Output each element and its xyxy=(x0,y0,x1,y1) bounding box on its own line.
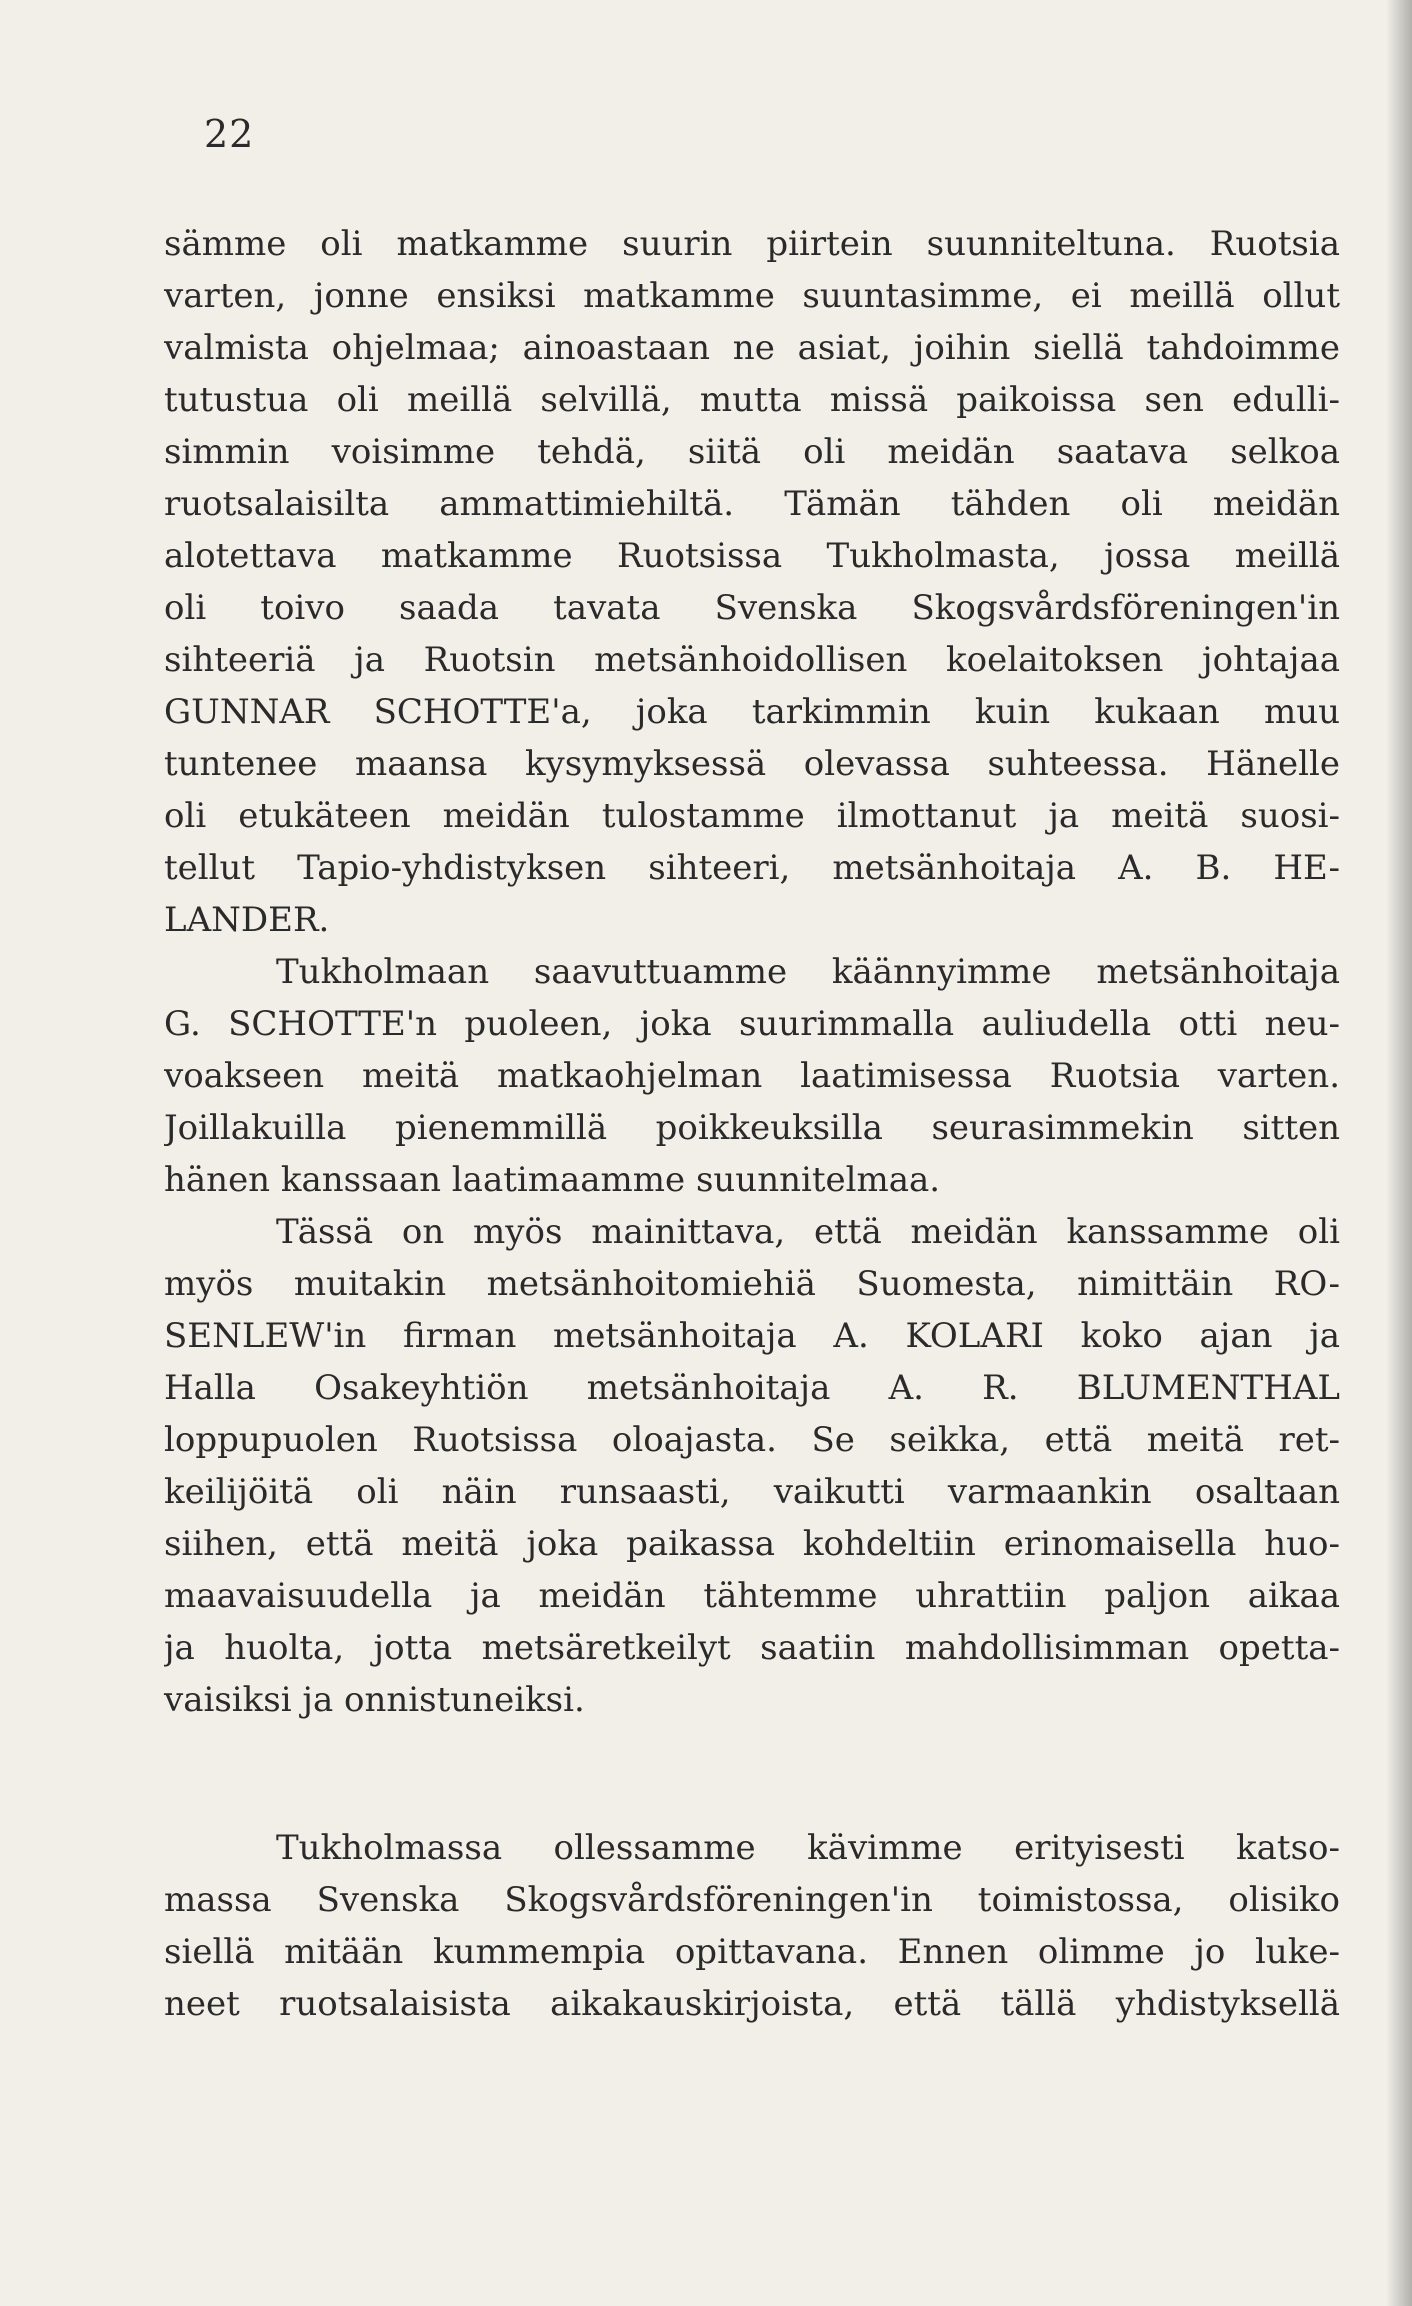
text-line: tutustua oli meillä selvillä, mutta missä paikoissa sen edulli- xyxy=(164,380,1340,420)
text-line: sihteeriä ja Ruotsin metsänhoidollisen koelaitoksen johtajaa xyxy=(164,640,1340,680)
text-line: tellut Tapio-yhdistyksen sihteeri, metsänhoitaja A. B. HE- xyxy=(164,848,1340,888)
text-line: oli toivo saada tavata Svenska Skogsvårdsföreningen'in xyxy=(164,588,1340,628)
text-line: hänen kanssaan laatimaamme suunnitelmaa. xyxy=(164,1160,941,1200)
text-line: alotettava matkamme Ruotsissa Tukholmasta, jossa meillä xyxy=(164,536,1340,576)
text-line: G. SCHOTTE'n puoleen, joka suurimmalla auliudella otti neu- xyxy=(164,1004,1340,1044)
text-line: simmin voisimme tehdä, siitä oli meidän saatava selkoa xyxy=(164,432,1340,472)
text-line: vaisiksi ja onnistuneiksi. xyxy=(164,1680,585,1720)
text-line: valmista ohjelmaa; ainoastaan ne asiat, joihin siellä tahdoimme xyxy=(164,328,1340,368)
text-line: sämme oli matkamme suurin piirtein suunniteltuna. Ruotsia xyxy=(164,224,1340,264)
text-line: loppupuolen Ruotsissa oloajasta. Se seikka, että meitä ret- xyxy=(164,1420,1340,1460)
text-line: oli etukäteen meidän tulostamme ilmottanut ja meitä suosi- xyxy=(164,796,1340,836)
text-line: neet ruotsalaisista aikakauskirjoista, että tällä yhdistyksellä xyxy=(164,1984,1340,2024)
text-line: keilijöitä oli näin runsaasti, vaikutti varmaankin osaltaan xyxy=(164,1472,1340,1512)
text-line: Tukholmaan saavuttuamme käännyimme metsänhoitaja xyxy=(276,952,1340,992)
text-line: siellä mitään kummempia opittavana. Ennen olimme jo luke- xyxy=(164,1932,1340,1972)
text-line: ruotsalaisilta ammattimiehiltä. Tämän tähden oli meidän xyxy=(164,484,1340,524)
page-number: 22 xyxy=(204,112,255,156)
body-text xyxy=(164,218,1340,2030)
text-line: siihen, että meitä joka paikassa kohdeltiin erinomaisella huo- xyxy=(164,1524,1340,1564)
text-line: myös muitakin metsänhoitomiehiä Suomesta, nimittäin RO- xyxy=(164,1264,1340,1304)
text-line: SENLEW'in firman metsänhoitaja A. KOLARI koko ajan ja xyxy=(164,1316,1340,1356)
text-line: Halla Osakeyhtiön metsänhoitaja A. R. BLUMENTHAL xyxy=(164,1368,1340,1408)
text-line: GUNNAR SCHOTTE'a, joka tarkimmin kuin kukaan muu xyxy=(164,692,1340,732)
text-line: maavaisuudella ja meidän tähtemme uhrattiin paljon aikaa xyxy=(164,1576,1340,1616)
paragraph-gap xyxy=(164,1726,1340,1822)
text-line: varten, jonne ensiksi matkamme suuntasimme, ei meillä ollut xyxy=(164,276,1340,316)
text-line: ja huolta, jotta metsäretkeilyt saatiin mahdollisimman opetta- xyxy=(164,1628,1340,1668)
text-line: tuntenee maansa kysymyksessä olevassa suhteessa. Hänelle xyxy=(164,744,1340,784)
text-line: Tukholmassa ollessamme kävimme erityisesti katso- xyxy=(276,1828,1340,1868)
text-line: Tässä on myös mainittava, että meidän kanssamme oli xyxy=(276,1212,1340,1252)
text-line: voakseen meitä matkaohjelman laatimisessa Ruotsia varten. xyxy=(164,1056,1340,1096)
text-line: massa Svenska Skogsvårdsföreningen'in toimistossa, olisiko xyxy=(164,1880,1340,1920)
text-line: Joillakuilla pienemmillä poikkeuksilla seurasimmekin sitten xyxy=(164,1108,1340,1148)
text-line: LANDER. xyxy=(164,900,330,940)
page-edge-shadow xyxy=(1386,0,1412,2306)
